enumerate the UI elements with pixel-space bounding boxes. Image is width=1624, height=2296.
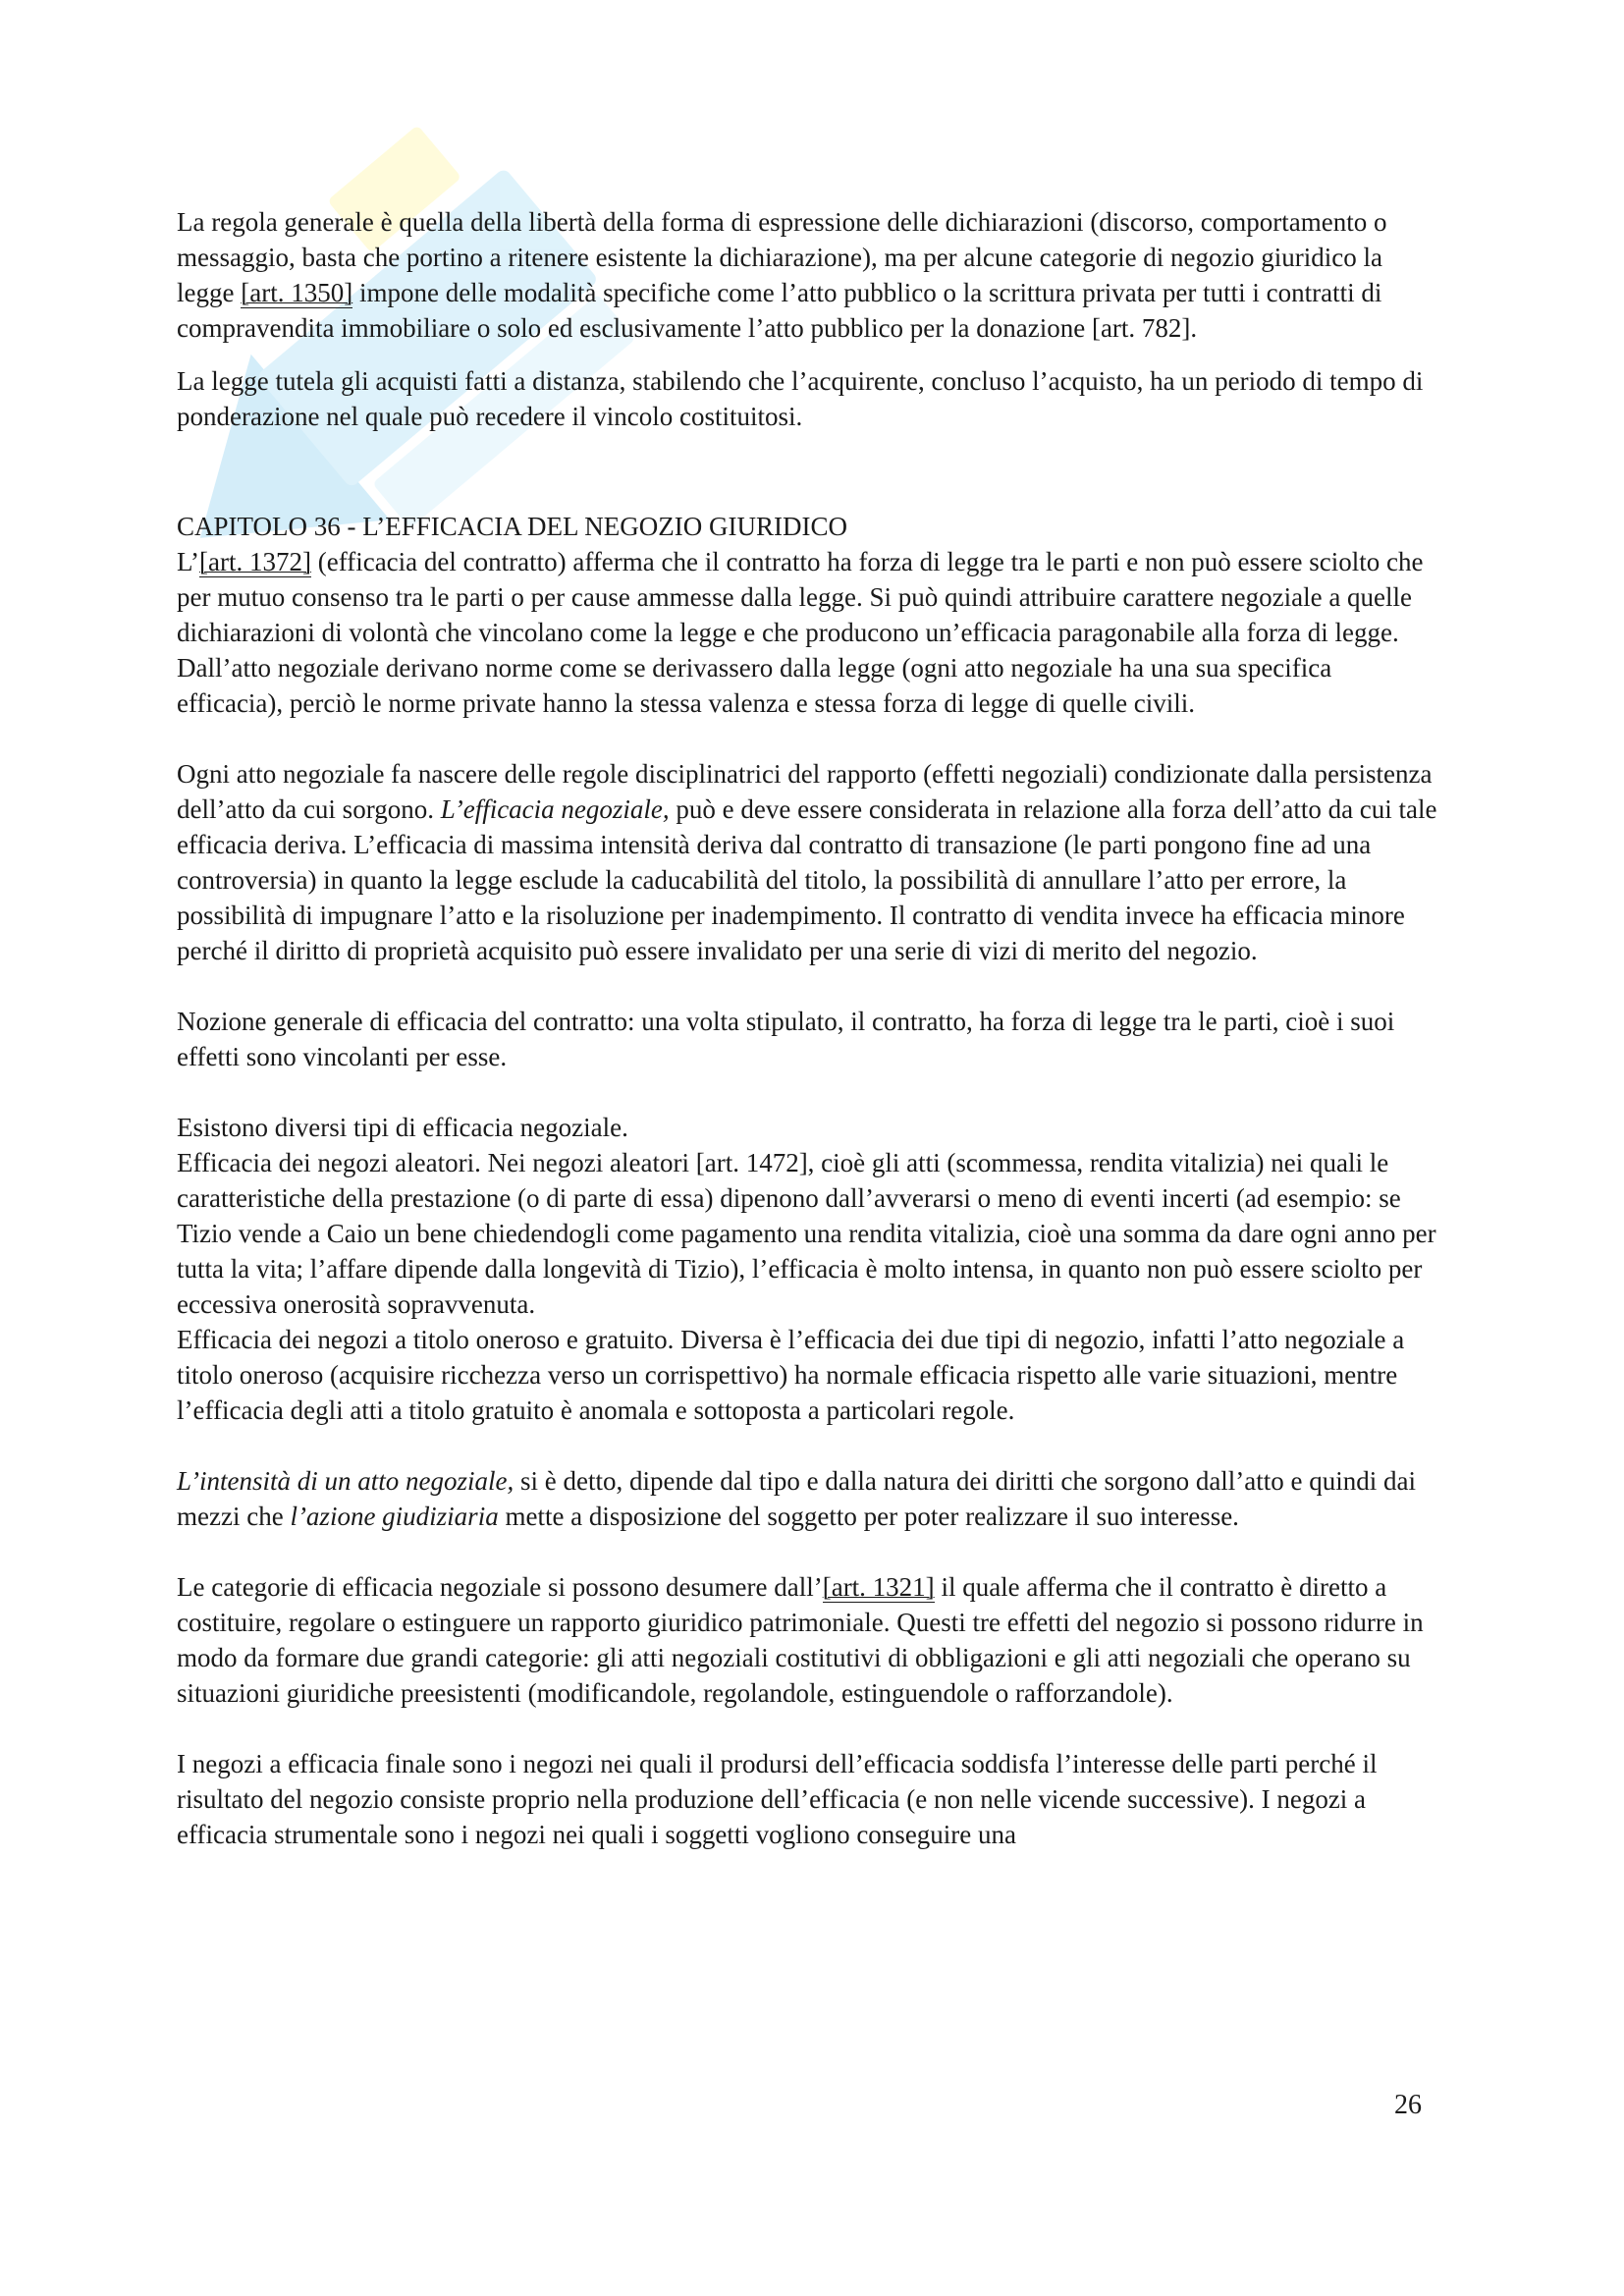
- chapter-title: CAPITOLO 36 - L’EFFICACIA DEL NEGOZIO GIURIDICO: [177, 512, 847, 541]
- paragraph-tipi-efficacia-intro: Esistono diversi tipi di efficacia negoziale.: [177, 1113, 628, 1142]
- paragraph-oneroso-gratuito: Efficacia dei negozi a titolo oneroso e gratuito. Diversa è l’efficacia dei due tipi di negozio, infatti l’atto negoziale a titolo oneroso (acquisire ricchezza verso un corrispettivo) ha normale efficacia rispetto alle varie situazioni, mentre l’efficacia degli atti a titolo gratuito è anomala e sottoposta a particolari regole.: [177, 1325, 1405, 1425]
- italic-term: L’intensità di un atto negoziale,: [177, 1466, 514, 1496]
- italic-term: l’azione giudiziaria: [290, 1502, 499, 1531]
- article-link-1372[interactable]: [art. 1372]: [199, 547, 311, 576]
- paragraph-art-1372: L’[art. 1372] (efficacia del contratto) afferma che il contratto ha forza di legge tra le parti e non può essere sciolto che per mutuo consenso tra le parti o per cause ammesse dalla legge. Si può quindi attribuire carattere negoziale a quelle dichiarazioni di volontà che vincolano come la legge e che producono un’efficacia paragonabile alla forza di legge. Dall’atto negoziale derivano norme come se derivassero dalla legge (ogni atto negoziale ha una sua specifica efficacia), perciò le norme private hanno la stessa valenza e stessa forza di legge di quelle civili.: [177, 547, 1424, 718]
- article-link-1350[interactable]: [art. 1350]: [241, 278, 353, 307]
- italic-term: L’efficacia negoziale,: [440, 794, 670, 824]
- paragraph-intensita: L’intensità di un atto negoziale, si è detto, dipende dal tipo e dalla natura dei diritti che sorgono dall’atto e quindi dai mezzi che l’azione giudiziaria mette a disposizione del soggetto per poter realizzare il suo interesse.: [177, 1466, 1417, 1531]
- paragraph-acquisti-distanza: La legge tutela gli acquisti fatti a distanza, stabilendo che l’acquirente, concluso l’acquisto, ha un periodo di tempo di ponderazione nel quale può recedere il vincolo costituitosi.: [177, 366, 1424, 431]
- paragraph-efficacia-finale: I negozi a efficacia finale sono i negozi nei quali il prodursi dell’efficacia soddisfa l’interesse delle parti perché il risultato del negozio consiste proprio nella produzione dell’efficacia (e non nelle vicende successive). I negozi a efficacia strumentale sono i negozi nei quali i soggetti vogliono conseguire una: [177, 1749, 1378, 1849]
- paragraph-nozione-generale: Nozione generale di efficacia del contratto: una volta stipulato, il contratto, ha forza di legge tra le parti, cioè i suoi effetti sono vincolanti per esse.: [177, 1007, 1395, 1071]
- paragraph-forma: La regola generale è quella della libertà della forma di espressione delle dichiarazioni (discorso, comportamento o messaggio, basta che portino a ritenere esistente la dichiarazione), ma per alcune categorie di negozio giuridico la legge [art. 1350] impone delle modalità specifiche come l’atto pubblico o la scrittura privata per tutti i contratti di compravendita immobiliare o solo ed esclusivamente l’atto pubblico per la donazione [art. 782].: [177, 207, 1387, 343]
- paragraph-negozi-aleatori: Efficacia dei negozi aleatori. Nei negozi aleatori [art. 1472], cioè gli atti (scommessa, rendita vitalizia) nei quali le caratteristiche della prestazione (o di parte di essa) dipenono dall’avverarsi o meno di eventi incerti (ad esempio: se Tizio vende a Caio un bene chiedendogli come pagamento una rendita vitalizia, cioè una somma da dare ogni anno per tutta la vita; l’affare dipende dalla longevità di Tizio), l’efficacia è molto intensa, in quanto non può essere sciolto per eccessiva onerosità sopravvenuta.: [177, 1148, 1436, 1319]
- document-body: [177, 204, 1443, 1852]
- paragraph-art-1321: Le categorie di efficacia negoziale si possono desumere dall’[art. 1321] il quale afferma che il contratto è diretto a costituire, regolare o estinguere un rapporto giuridico patrimoniale. Questi tre effetti del negozio si possono ridurre in modo da formare due grandi categorie: gli atti negoziali costitutivi di obbligazioni e gli atti negoziali che operano su situazioni giuridiche preesistenti (modificandole, regolandole, estinguendole o rafforzandole).: [177, 1572, 1424, 1708]
- article-link-1321[interactable]: [art. 1321]: [822, 1572, 935, 1602]
- page-number: 26: [1394, 2090, 1422, 2120]
- paragraph-efficacia-negoziale: Ogni atto negoziale fa nascere delle regole disciplinatrici del rapporto (effetti negoziali) condizionate dalla persistenza dell’atto da cui sorgono. L’efficacia negoziale, può e deve essere considerata in relazione alla forza dell’atto da cui tale efficacia deriva. L’efficacia di massima intensità deriva dal contratto di transazione (le parti pongono fine ad una controversia) in quanto la legge esclude la caducabilità del titolo, la possibilità di annullare l’atto per errore, la possibilità di impugnare l’atto e la risoluzione per inadempimento. Il contratto di vendita invece ha efficacia minore perché il diritto di proprietà acquisito può essere invalidato per una serie di vizi di merito del negozio.: [177, 759, 1437, 965]
